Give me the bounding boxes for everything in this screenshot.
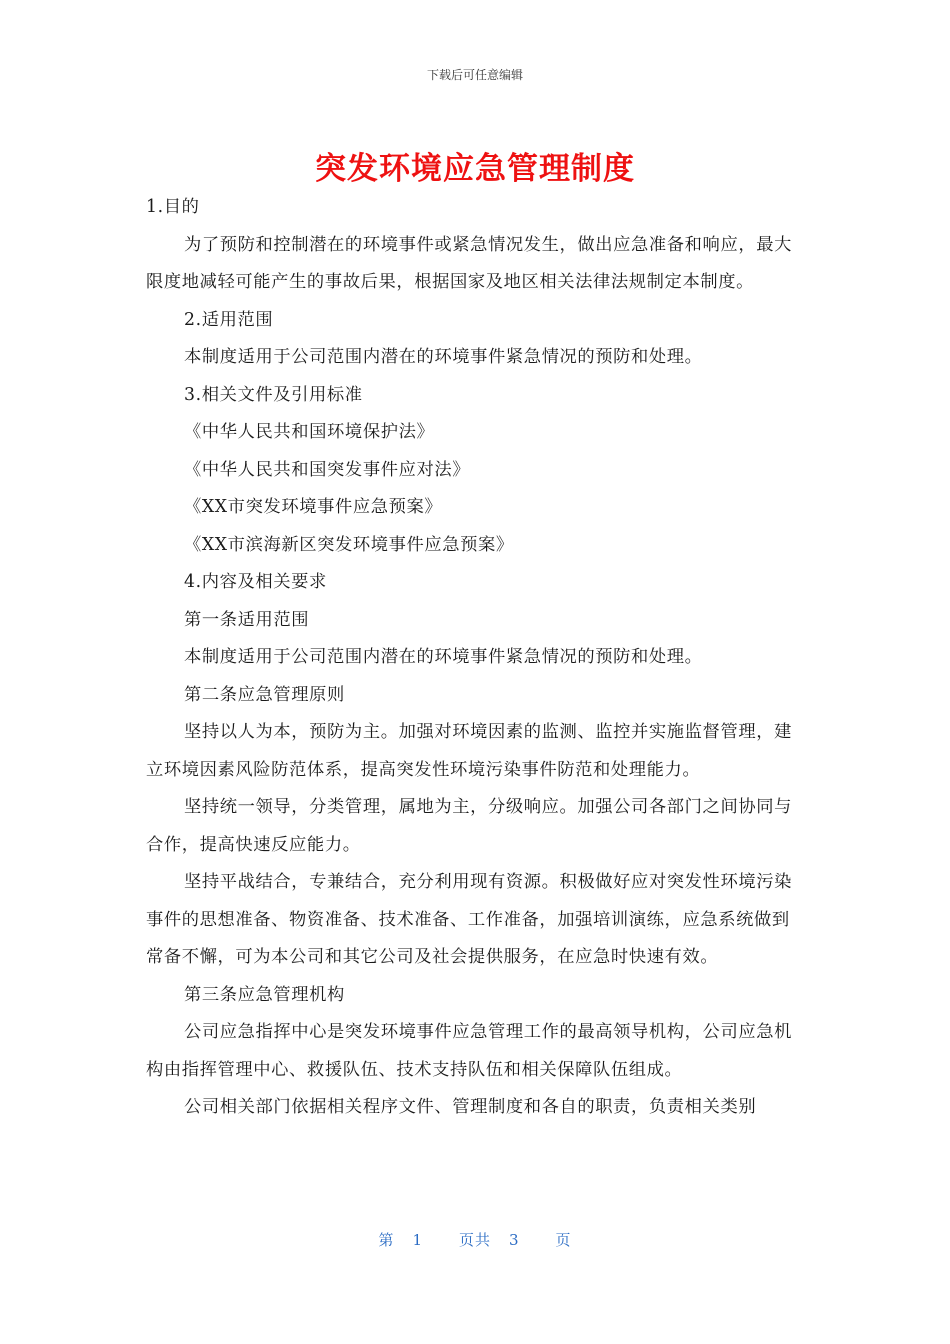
body-paragraph: 本制度适用于公司范围内潜在的环境事件紧急情况的预防和处理。 [184,347,703,367]
body-paragraph: 《XX市滨海新区突发环境事件应急预案》 [184,534,514,555]
footer-label-end: 页 [555,1231,572,1249]
footer-label-of: 页共 [458,1231,491,1249]
body-paragraph: 《XX市突发环境事件应急预案》 [184,497,443,517]
body-paragraph: 坚持统一领导，分类管理，属地为主，分级响应。加强公司各部门之间协同与合作，提高快速反应能力。 [146,797,792,855]
body-paragraph: 公司应急指挥中心是突发环境事件应急管理工作的最高领导机构，公司应急机构由指挥管理中心、救援队伍、技术支持队伍和相关保障队伍组成。 [146,1022,792,1080]
body-paragraph: 为了预防和控制潜在的环境事件或紧急情况发生，做出应急准备和响应，最大限度地减轻可能产生的事故后果，根据国家及地区相关法律法规制定本制度。 [146,234,792,292]
body-paragraph: 3.相关文件及引用标准 [184,384,363,405]
page-header-note: 下载后可任意编辑 [426,68,523,82]
body-paragraph: 第三条应急管理机构 [184,984,345,1005]
body-paragraph: 1.目的 [146,197,200,217]
page-footer [0,1229,950,1250]
body-paragraph: 坚持平战结合，专兼结合，充分利用现有资源。积极做好应对突发性环境污染事件的思想准备、物资准备、技术准备、工作准备，加强培训演练，应急系统做到常备不懈，可为本公司和其它公司及社会提供服务，在应急时快速有效。 [146,872,792,967]
document-body [146,189,800,1127]
body-paragraph: 第二条应急管理原则 [184,684,345,705]
body-paragraph: 公司相关部门依据相关程序文件、管理制度和各自的职责，负责相关类别 [184,1097,757,1117]
body-paragraph: 本制度适用于公司范围内潜在的环境事件紧急情况的预防和处理。 [184,647,703,667]
body-paragraph: 第一条适用范围 [184,609,310,630]
footer-label-page: 第 [378,1231,395,1249]
body-paragraph: 4.内容及相关要求 [184,572,327,592]
footer-total-pages: 3 [509,1231,520,1249]
body-paragraph: 坚持以人为本，预防为主。加强对环境因素的监测、监控并实施监督管理，建立环境因素风险防范体系，提高突发性环境污染事件防范和处理能力。 [146,722,792,780]
footer-page-number: 1 [412,1231,423,1249]
body-paragraph: 2.适用范围 [184,309,274,330]
body-paragraph: 《中华人民共和国突发事件应对法》 [184,459,471,480]
body-paragraph: 《中华人民共和国环境保护法》 [184,422,435,442]
document-title: 突发环境应急管理制度 [315,151,635,187]
